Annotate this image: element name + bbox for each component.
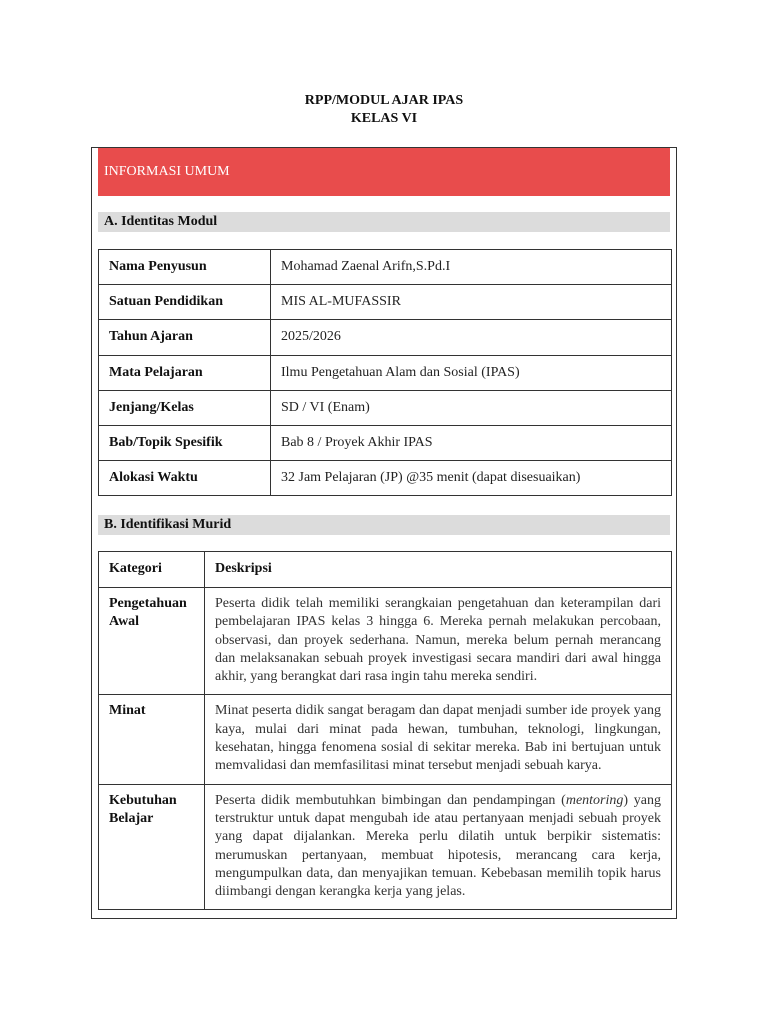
column-header-description: Deskripsi <box>205 552 672 588</box>
row-label: Satuan Pendidikan <box>99 285 271 320</box>
description-text: ) yang terstruktur untuk dapat mengubah ide atau pertanyaan menjadi sebuah proyek yang dapat dijalankan. Mereka perlu dilatih untuk berpikir sistematis: merumuskan pertanyaan, membuat hipotesis, merancang cara kerja, mengumpulkan data, dan menyajikan temuan. Kebebasan memilih topik harus diimbangi dengan kerangka kerja yang jelas. <box>215 792 661 900</box>
row-label: Tahun Ajaran <box>99 320 271 355</box>
row-label: Jenjang/Kelas <box>99 390 271 425</box>
row-description: Peserta didik telah memiliki serangkaian pengetahuan dan keterampilan dari pembelajaran IPAS kelas 3 hingga 6. Mereka pernah melakukan percobaan, observasi, dan proyek sederhana. Namun, mereka belum pernah merancang dan melaksanakan sebuah proyek investigasi secara mandiri dari awal hingga akhir, yang berangkat dari rasa ingin tahu mereka sendiri. <box>205 588 672 695</box>
row-value: MIS AL-MUFASSIR <box>271 285 672 320</box>
table-row <box>99 390 672 425</box>
table-row <box>99 695 672 784</box>
section-a-heading: A. Identitas Modul <box>98 212 670 232</box>
column-header-category: Kategori <box>99 552 205 588</box>
row-category: Pengetahuan Awal <box>99 588 205 695</box>
document-title-line2: KELAS VI <box>350 111 418 126</box>
table-row <box>99 784 672 910</box>
row-category: Kebutuhan Belajar <box>99 784 205 910</box>
row-label: Mata Pelajaran <box>99 355 271 390</box>
row-value: SD / VI (Enam) <box>271 390 672 425</box>
row-value: 32 Jam Pelajaran (JP) @35 menit (dapat disesuaikan) <box>271 461 672 496</box>
document-title-line1: RPP/MODUL AJAR IPAS <box>304 93 464 108</box>
row-category: Minat <box>99 695 205 784</box>
row-label: Alokasi Waktu <box>99 461 271 496</box>
row-value: Bab 8 / Proyek Akhir IPAS <box>271 425 672 460</box>
info-umum-banner: INFORMASI UMUM <box>98 148 670 196</box>
description-text: Peserta didik membutuhkan bimbingan dan pendampingan ( <box>215 792 566 808</box>
description-italic-term: mentoring <box>565 792 624 808</box>
row-label: Nama Penyusun <box>99 250 271 285</box>
table-row <box>99 285 672 320</box>
row-label: Bab/Topik Spesifik <box>99 425 271 460</box>
identifikasi-murid-table <box>98 551 672 910</box>
table-header-row <box>99 552 672 588</box>
table-row <box>99 320 672 355</box>
table-row <box>99 250 672 285</box>
document-title <box>0 92 768 128</box>
section-b-heading: B. Identifikasi Murid <box>98 515 670 535</box>
table-row <box>99 425 672 460</box>
row-description <box>205 784 672 910</box>
row-value: 2025/2026 <box>271 320 672 355</box>
table-row <box>99 461 672 496</box>
row-description: Minat peserta didik sangat beragam dan dapat menjadi sumber ide proyek yang kaya, mulai dari minat pada hewan, tumbuhan, teknologi, lingkungan, kesehatan, hingga fenomena sosial di sekitar mereka. Bab ini bertujuan untuk memvalidasi dan memfasilitasi minat tersebut menjadi sebuah karya. <box>205 695 672 784</box>
identitas-modul-table <box>98 249 672 496</box>
row-value: Ilmu Pengetahuan Alam dan Sosial (IPAS) <box>271 355 672 390</box>
row-value: Mohamad Zaenal Arifn,S.Pd.I <box>271 250 672 285</box>
table-row <box>99 355 672 390</box>
table-row <box>99 588 672 695</box>
